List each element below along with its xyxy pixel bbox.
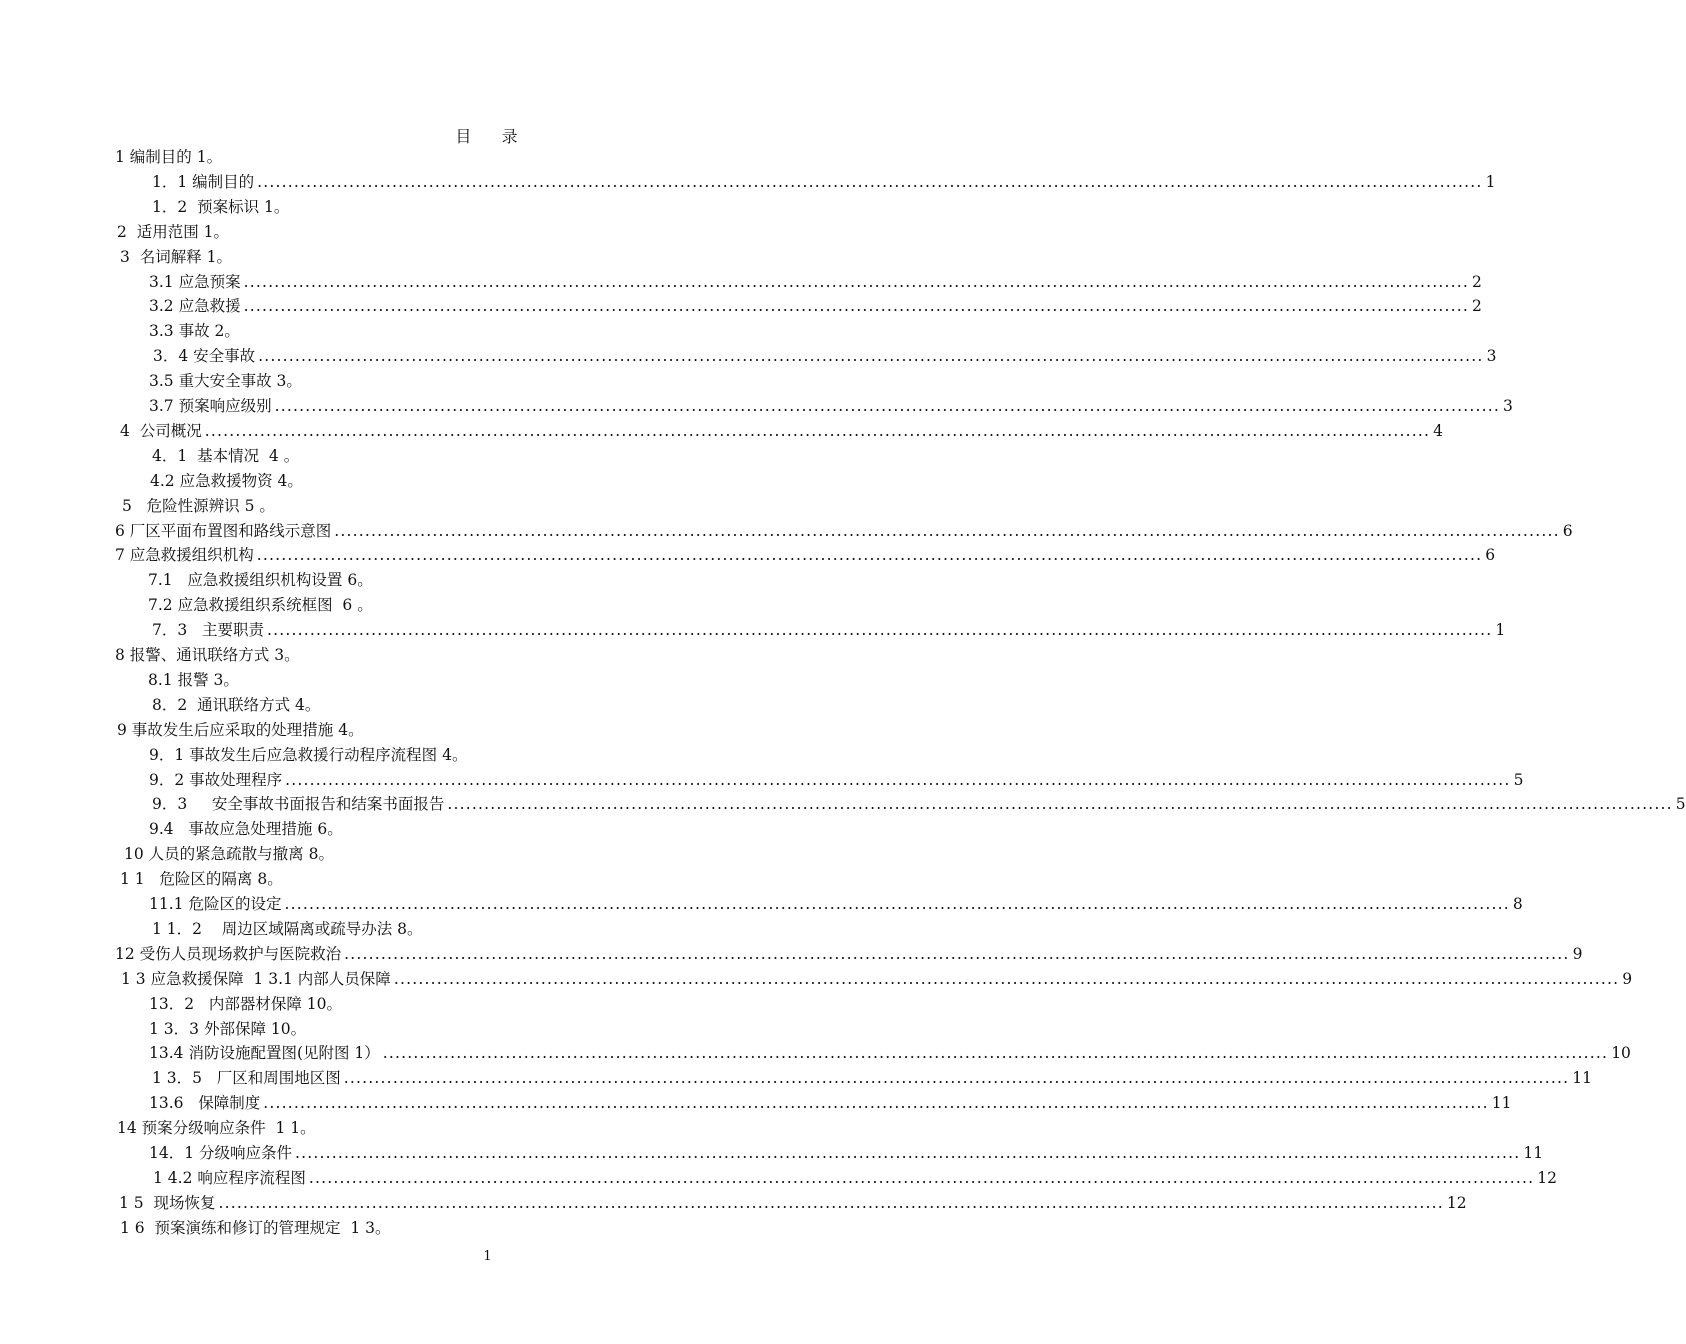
toc-entry[interactable] <box>149 395 1513 417</box>
toc-entry-text: 8.1 报警 3。 <box>148 671 239 689</box>
toc-entry-text: 1．2 预案标识 1。 <box>152 198 290 216</box>
toc-dot-leader: ........................................................................................................................................................................................................ <box>308 1169 1535 1187</box>
toc-page-number: 4 <box>1433 422 1443 440</box>
toc-entry-text: 9．3 安全事故书面报告和结案书面报告 <box>152 795 445 813</box>
toc-entry[interactable] <box>115 146 222 168</box>
toc-dot-leader: ........................................................................................................................................................................................................ <box>267 621 1493 639</box>
toc-entry-text: 4．1 基本情况 4 。 <box>152 447 300 465</box>
toc-entry-text: 4.2 应急救援物资 4。 <box>150 472 303 490</box>
toc-entry-text: 1 1．2 周边区域隔离或疏导办法 8。 <box>152 920 423 938</box>
toc-entry[interactable] <box>152 619 1506 641</box>
toc-entry[interactable] <box>149 818 343 840</box>
toc-entry-text: 1．1 编制目的 <box>152 173 255 191</box>
toc-page-number: 1 <box>1485 173 1496 191</box>
toc-dot-leader: ........................................................................................................................................................................................................ <box>243 297 1469 315</box>
toc-entry[interactable] <box>149 370 302 392</box>
toc-entry[interactable] <box>117 719 364 741</box>
toc-page-number: 12 <box>1446 1194 1467 1212</box>
toc-entry-text: 1 3．3 外部保障 10。 <box>149 1020 307 1038</box>
toc-entry[interactable] <box>153 1167 1558 1189</box>
toc-page-number: 9 <box>1572 945 1583 963</box>
toc-entry-text: 12 受伤人员现场救护与医院救治 <box>115 945 342 963</box>
toc-entry[interactable] <box>149 320 240 342</box>
toc-entry-text: 10 人员的紧急疏散与撤离 8。 <box>124 845 334 863</box>
toc-entry[interactable] <box>122 495 275 517</box>
toc-entry[interactable] <box>148 594 373 616</box>
toc-entry-text: 3.1 应急预案 <box>149 273 241 291</box>
page-number: 1 <box>483 1249 492 1264</box>
toc-dot-leader: ........................................................................................................................................................................................................ <box>218 1194 1444 1212</box>
toc-page-number: 6 <box>1562 522 1573 540</box>
toc-entry-text: 3.5 重大安全事故 3。 <box>149 372 302 390</box>
toc-dot-leader: ........................................................................................................................................................................................................ <box>258 347 1484 365</box>
toc-dot-leader: ........................................................................................................................................................................................................ <box>284 895 1510 913</box>
toc-dot-leader: ........................................................................................................................................................................................................ <box>257 173 1483 191</box>
toc-entry[interactable] <box>148 669 239 691</box>
toc-page-number: 11 <box>1572 1069 1592 1087</box>
toc-dot-leader: ........................................................................................................................................................................................................ <box>447 795 1673 813</box>
toc-entry[interactable] <box>115 644 300 666</box>
toc-entry-text: 9．2 事故处理程序 <box>149 771 283 789</box>
toc-entry-text: 8 报警、通讯联络方式 3。 <box>115 646 300 664</box>
toc-entry[interactable] <box>152 171 1496 193</box>
toc-dot-leader: ........................................................................................................................................................................................................ <box>204 422 1431 440</box>
toc-entry-text: 1 1 危险区的隔离 8。 <box>120 870 283 888</box>
toc-entry-text: 1 5 现场恢复 <box>119 1194 216 1212</box>
toc-entry[interactable] <box>115 943 1583 965</box>
toc-entry[interactable] <box>115 520 1573 542</box>
toc-entry-text: 14．1 分级响应条件 <box>149 1144 293 1162</box>
toc-entry-text: 9 事故发生后应采取的处理措施 4。 <box>117 721 364 739</box>
toc-entry[interactable] <box>120 246 232 268</box>
toc-entry[interactable] <box>152 918 423 940</box>
toc-entry[interactable] <box>153 345 1497 367</box>
toc-entry-text: 7.1 应急救援组织机构设置 6。 <box>148 571 373 589</box>
toc-entry[interactable] <box>121 968 1633 990</box>
toc-entry-text: 6 厂区平面布置图和路线示意图 <box>115 522 332 540</box>
toc-entry[interactable] <box>152 694 320 716</box>
toc-entry[interactable] <box>149 993 342 1015</box>
toc-page-number: 2 <box>1471 297 1482 315</box>
toc-dot-leader: ........................................................................................................................................................................................................ <box>243 273 1469 291</box>
toc-page-number: 1 <box>1495 621 1506 639</box>
toc-entry-text: 5 危险性源辨识 5 。 <box>122 497 275 515</box>
toc-entry[interactable] <box>152 445 299 467</box>
toc-dot-leader: ........................................................................................................................................................................................................ <box>285 771 1511 789</box>
toc-entry[interactable] <box>148 569 373 591</box>
toc-entry[interactable] <box>149 893 1523 915</box>
toc-entry[interactable] <box>149 295 1482 317</box>
toc-entry[interactable] <box>152 793 1686 815</box>
toc-page-number: 11 <box>1491 1094 1512 1112</box>
toc-entry[interactable] <box>152 1067 1592 1089</box>
toc-entry[interactable] <box>117 221 229 243</box>
toc-entry-text: 7．3 主要职责 <box>152 621 265 639</box>
toc-entry[interactable] <box>152 196 289 218</box>
toc-entry-text: 9.4 事故应急处理措施 6。 <box>149 820 343 838</box>
toc-page-number: 6 <box>1485 546 1496 564</box>
toc-entry[interactable] <box>124 843 334 865</box>
toc-entry-text: 9．1 事故发生后应急救援行动程序流程图 4。 <box>149 746 468 764</box>
toc-entry[interactable] <box>149 1092 1512 1114</box>
toc-entry-text: 3.3 事故 2。 <box>149 322 240 340</box>
toc-entry-text: 13．2 内部器材保障 10。 <box>149 995 343 1013</box>
toc-dot-leader: ........................................................................................................................................................................................................ <box>343 1069 1570 1087</box>
toc-entry[interactable] <box>120 420 1443 442</box>
toc-entry-text: 2 适用范围 1。 <box>117 223 230 241</box>
toc-entry-text: 11.1 危险区的设定 <box>149 895 282 913</box>
toc-entry-text: 13.6 保障制度 <box>149 1094 261 1112</box>
toc-entry-text: 3．4 安全事故 <box>153 347 256 365</box>
toc-page-number: 2 <box>1471 273 1482 291</box>
toc-entry[interactable] <box>149 1142 1544 1164</box>
toc-entry[interactable] <box>149 1018 306 1040</box>
toc-entry-text: 3 名词解释 1。 <box>120 248 233 266</box>
toc-dot-leader: ........................................................................................................................................................................................................ <box>263 1094 1489 1112</box>
toc-page-number: 5 <box>1675 795 1686 813</box>
toc-entry[interactable] <box>149 769 1524 791</box>
toc-entry-text: 7.2 应急救援组织系统框图 6 。 <box>148 596 373 614</box>
toc-entry[interactable] <box>115 544 1496 566</box>
toc-entry-text: 1 4.2 响应程序流程图 <box>153 1169 306 1187</box>
toc-entry[interactable] <box>150 470 303 492</box>
toc-entry[interactable] <box>117 1117 316 1139</box>
toc-dot-leader: ........................................................................................................................................................................................................ <box>274 397 1500 415</box>
toc-page-number: 9 <box>1622 970 1633 988</box>
toc-page-number: 8 <box>1512 895 1523 913</box>
toc-entry-text: 7 应急救援组织机构 <box>115 546 254 564</box>
toc-entry-text: 3.2 应急救援 <box>149 297 241 315</box>
toc-dot-leader: ........................................................................................................................................................................................................ <box>344 945 1570 963</box>
toc-entry-text: 4 公司概况 <box>120 422 202 440</box>
toc-dot-leader: ........................................................................................................................................................................................................ <box>256 546 1483 564</box>
toc-dot-leader: ........................................................................................................................................................................................................ <box>393 970 1620 988</box>
toc-entry-text: 1 6 预案演练和修订的管理规定 1 3。 <box>120 1219 391 1237</box>
toc-page-number: 5 <box>1513 771 1524 789</box>
toc-entry[interactable] <box>149 271 1482 293</box>
toc-entry-text: 14 预案分级响应条件 1 1。 <box>117 1119 316 1137</box>
toc-dot-leader: ........................................................................................................................................................................................................ <box>334 522 1560 540</box>
toc-page-number: 3 <box>1502 397 1513 415</box>
toc-entry[interactable] <box>149 744 467 766</box>
toc-entry[interactable] <box>120 868 283 890</box>
toc-dot-leader: ........................................................................................................................................................................................................ <box>295 1144 1521 1162</box>
toc-page-number: 3 <box>1486 347 1497 365</box>
toc-page-number: 12 <box>1537 1169 1558 1187</box>
toc-entry[interactable] <box>119 1192 1467 1214</box>
toc-entry-text: 8．2 通讯联络方式 4。 <box>152 696 321 714</box>
toc-page-number: 10 <box>1611 1044 1631 1062</box>
toc-entry-text: 1 编制目的 1。 <box>115 148 223 166</box>
toc-entry-text: 3.7 预案响应级别 <box>149 397 272 415</box>
toc-entry-text: 1 3 应急救援保障 1 3.1 内部人员保障 <box>121 970 391 988</box>
toc-dot-leader: ........................................................................................................................................................................................................ <box>382 1044 1609 1062</box>
toc-entry-text: 13.4 消防设施配置图(见附图 1） <box>149 1044 380 1062</box>
toc-page-number: 11 <box>1523 1144 1544 1162</box>
page-title: 目 录 <box>455 127 520 146</box>
toc-entry[interactable] <box>149 1042 1631 1064</box>
toc-entry-text: 1 3．5 厂区和周围地区图 <box>152 1069 341 1087</box>
toc-entry[interactable] <box>120 1217 391 1239</box>
